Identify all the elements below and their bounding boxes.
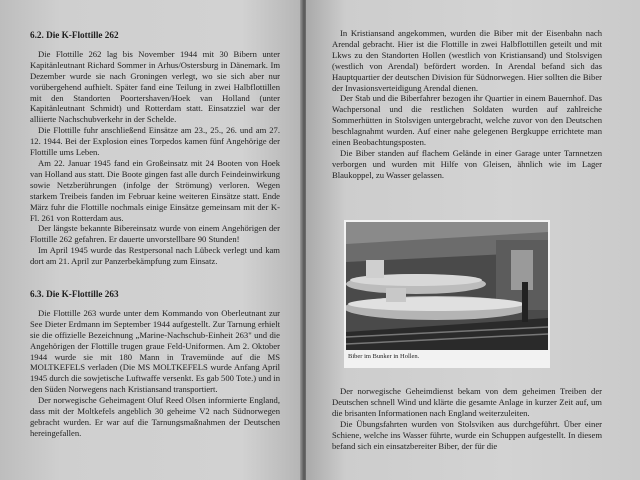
paragraph: Der längste bekannte Bibereinsatz wurde von einem Angehörigen der Flottille 262 gefahren. Er dauerte unvorstellbare 90 Stunden!: [30, 223, 280, 245]
right-page-text-top: [332, 28, 602, 181]
right-page: [306, 0, 640, 480]
photo-caption: Biber im Bunker in Hollen.: [348, 353, 420, 360]
paragraph: Am 22. Januar 1945 fand ein Großeinsatz mit 24 Booten von Hoek van Holland aus statt. Die Boote gingen fast alle durch Feindeinwirkung sowie Netzberührungen (infolge der Strömung) verloren. Wegen starkem Treibeis fanden im Februar keine weiteren Einsätze statt. Ende März fuhr die Flottille nochmals einige Einsätze gemeinsam mit der K-Fl. 261 von Rotterdam aus.: [30, 157, 280, 223]
photo-image: [346, 222, 548, 350]
paragraph: Die Flottille 262 lag bis November 1944 mit 30 Bibern unter Kapitänleutnant Richard Sommer in Arhus/Ostersburg in Dänemark. Im Dezember wurde sie nach Groningen verlegt, wo sie sich aber nur vorübergehend aufhielt. Später fand eine Teilung in zwei Halbflottillen mit den Standorten Poortershaven/Hoek van Holland (unter Kapitänleutnant Schmidt) und Rotterdam statt. Einsatzziel war der alliierte Nachschubverkehr in der Schelde.: [30, 48, 280, 125]
right-page-text-bottom: [332, 386, 602, 451]
paragraph: Der norwegische Geheimagent Oluf Reed Olsen informierte England, dass mit der Moltkefels angeblich 30 geheime V2 nach Südnorwegen gebracht wurden. Er war auf die Tarnungsmaßnahmen der Deutschen hereingefallen.: [30, 395, 280, 438]
paragraph: Die Übungsfahrten wurden von Stolsviken aus durchgeführt. Über einer Schiene, welche ins Wasser führte, wurde ein Schuppen aufgestellt. In diesem befand sich ein einsatzbereiter Biber, der für die: [332, 418, 602, 451]
paragraph: Im April 1945 wurde das Restpersonal nach Lübeck verlegt und kam dort am 21. April zur Panzerbekämpfung zum Einsatz.: [30, 245, 280, 267]
paragraph: Die Biber standen auf flachem Gelände in einer Garage unter Tarnnetzen verborgen und wurden mit Hilfe von Gleisen, ähnlich wie im Lager Blaukoppel, zu Wasser gelassen.: [332, 147, 602, 180]
section-heading-263: 6.3. Die K-Flottille 263: [30, 289, 119, 300]
left-page-text: [30, 30, 280, 439]
photo-biber-bunker: [344, 220, 550, 368]
paragraph: Der Stab und die Biberfahrer bezogen ihr Quartier in einem Bauernhof. Das Wachpersonal und die restlichen Soldaten wurden auf zahlreiche Sommerhütten in Stolsvigen untergebracht, welche zuvor von den Deutschen beschlagnahmt wurden. Auf einer nahe gelegenen Bergkuppe errichtete man einen Beobachtungsposten.: [332, 93, 602, 148]
paragraph: Die Flottille fuhr anschließend Einsätze am 23., 25., 26. und am 27. 12. 1944. Bei der Explosion eines Torpedos kamen fünf Angehörige der Flottille ums Leben.: [30, 125, 280, 158]
paragraph: Die Flottille 263 wurde unter dem Kommando von Oberleutnant zur See Dieter Erdmann im September 1944 aufgestellt. Zur Tarnung erhielt sie die offizielle Bezeichnung „Marine-Nachschub-Einheit 263" und die Angehörigen der Flottille trugen graue Feld-Uniformen. Am 2. Oktober 1944 wurde sie mit 180 Mann in Travemünde auf die MS MOLTKEFELS verladen (Die MS MOLTKEFELS wurde Anfang April 1945 durch die sowjetische Luftwaffe versenkt. Es gab 500 Tote.) und in den Süden Norwegens nach Kristiansand transportiert.: [30, 307, 280, 395]
paragraph: In Kristiansand angekommen, wurden die Biber mit der Eisenbahn nach Arendal gebracht. Hier ist die Flottille in zwei Halbflottillen geteilt und mit Lkws zu den Standorten Hollen (westlich von Kristiansand) und Stolsvigen (westlich von Arendal) befördert worden. In Arendal befand sich das Hauptquartier der deutschen Division für Südnorwegen. Hier sollten die Biber der Invasionsverteidigung Arendal dienen.: [332, 28, 602, 93]
left-page: [0, 0, 302, 480]
paragraph: Der norwegische Geheimdienst bekam von dem geheimen Treiben der Deutschen schnell Wind und klärte die gesamte Anlage in kurzer Zeit auf, um die brisanten Informationen nach England weiterzuleiten.: [332, 386, 602, 418]
section-heading-262: 6.2. Die K-Flottille 262: [30, 30, 119, 40]
